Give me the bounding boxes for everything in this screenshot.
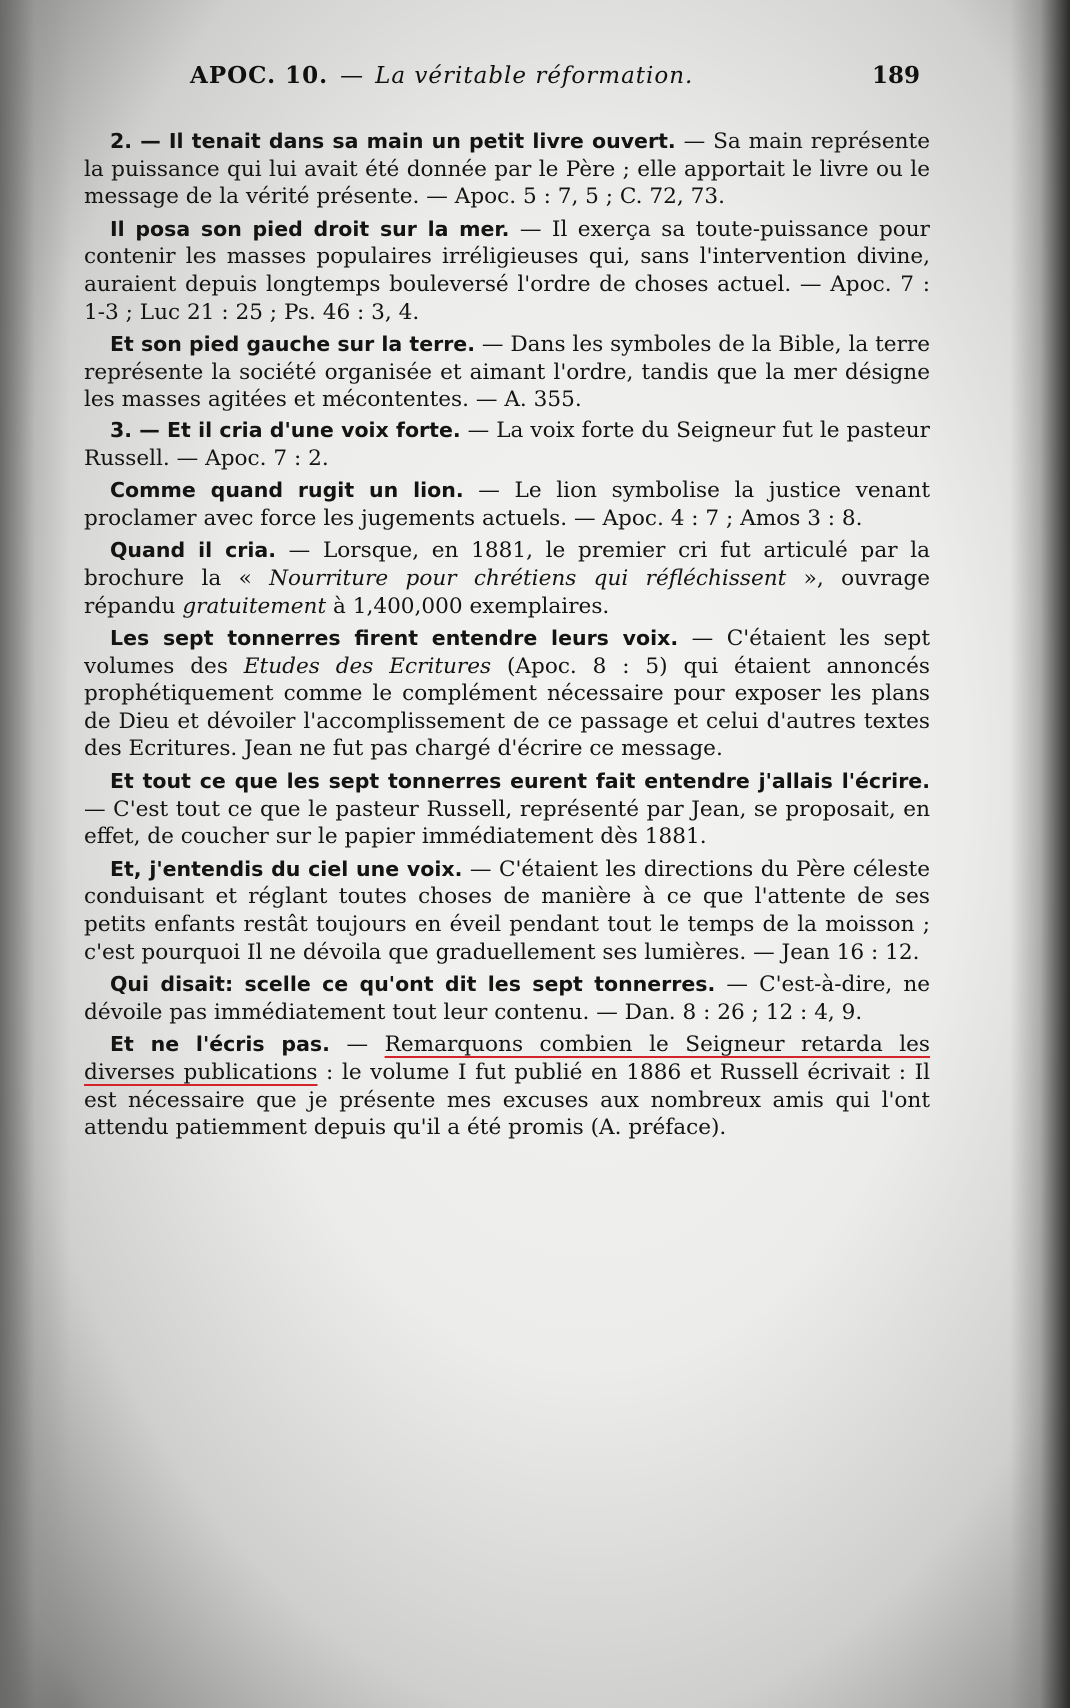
verse-lead: Comme quand rugit un lion. (110, 478, 464, 503)
commentary: — C'est-à-dire, ne dévoile pas immédiatement tout leur contenu. — Dan. 8 : 26 ; 12 : 4, 9. (84, 972, 931, 1025)
commentary: — Il exerça sa toute-puissance pour contenir les masses populaires irréligieuses qui, sans l'intervention divine, auraient depuis longtemps bouleversé l'ordre de choses actuel. — Apoc. 7 : 1-3 ; Luc 21 : 25 ; Ps. 46 : 3, 4. (84, 216, 930, 325)
italic-title: Nourriture pour chrétiens qui réfléchissent (269, 565, 787, 591)
paragraph (84, 768, 930, 851)
italic-word: gratuitement (182, 593, 327, 619)
commentary: : le volume I fut publié en 1886 et Russell écrivait : Il est nécessaire que je présente mes excuses aux nombreux amis qui l'ont attendu patiemment depuis qu'il a été promis (A. préface). (84, 1060, 930, 1141)
commentary: — C'étaient les directions du Père céleste conduisant et réglant toutes choses de manière à ce que l'attente de ses petits enfants restât toujours en éveil pendant tout le temps de la moisson ; c'est pourquoi Il ne dévoila que graduellement ses lumières. — Jean 16 : 12. (84, 856, 931, 965)
verse-lead: Il posa son pied droit sur la mer. (110, 216, 510, 241)
verse-lead: 2. — Il tenait dans sa main un petit livre ouvert. (110, 129, 676, 153)
verse-lead: Et tout ce que les sept tonnerres eurent fait entendre j'allais l'écrire. (110, 769, 930, 794)
header-title: APOC. 10. (190, 62, 329, 89)
paragraph (84, 216, 930, 326)
running-header (190, 62, 920, 89)
paragraph (84, 625, 930, 763)
commentary: — Dans les symboles de la Bible, la terre représente la société organisée et aimant l'ordre, tandis que la mer désigne les masses agitées et mécontentes. — A. 355. (84, 332, 930, 413)
verse-lead: Et, j'entendis du ciel une voix. (110, 856, 463, 881)
verse-lead: Qui disait: scelle ce qu'ont dit les sept tonnerres. (110, 972, 716, 997)
verse-lead: Les sept tonnerres firent entendre leurs voix. (110, 626, 679, 651)
verse-lead: Quand il cria. (110, 538, 276, 563)
paragraph (84, 856, 930, 966)
commentary: à 1,400,000 exemplaires. (326, 593, 610, 619)
page-shadow-right (1010, 0, 1070, 1708)
header-subtitle: La véritable réformation. (375, 63, 694, 89)
verse-lead: Et son pied gauche sur la terre. (110, 332, 476, 357)
commentary: — (329, 1032, 385, 1058)
paragraph (84, 128, 930, 211)
commentary: — C'est tout ce que le pasteur Russell, représenté par Jean, se proposait, en effet, de coucher sur le papier immédiatement dès 1881. (84, 796, 930, 850)
commentary: — C'étaient les sept volumes des (84, 626, 930, 679)
commentary: », ouvrage répandu (84, 565, 930, 619)
page-body (84, 128, 930, 1147)
italic-title: Etudes des Ecritures (243, 653, 492, 679)
paragraph (84, 1031, 930, 1141)
paragraph (84, 417, 930, 472)
commentary: — Le lion symbolise la justice venant proclamer avec force les jugements actuels. — Apoc. 4 : 7 ; Amos 3 : 8. (84, 478, 931, 531)
verse-lead: 3. — Et il cria d'une voix forte. (110, 417, 461, 442)
page-number: 189 (871, 62, 920, 89)
commentary: — Lorsque, en 1881, le premier cri fut articulé par la brochure la « (84, 538, 930, 591)
commentary: — Sa main représente la puissance qui lui avait été donnée par le Père ; elle apportait le livre ou le message de la vérité présente. — Apoc. 5 : 7, 5 ; C. 72, 73. (84, 129, 930, 210)
red-underlined-text: Remarquons combien le Seigneur retarda les diverses publications (84, 1032, 931, 1085)
paragraph (84, 331, 930, 414)
header-dash: — (340, 63, 364, 89)
commentary: — La voix forte du Seigneur fut le pasteur Russell. — Apoc. 7 : 2. (84, 417, 930, 471)
paragraph (84, 477, 930, 532)
commentary: (Apoc. 8 : 5) qui étaient annoncés prophétiquement comme le complément nécessaire pour exposer les plans de Dieu et dévoiler l'accomplissement de ce passage et celui d'autres textes des Ecritures. Jean ne fut pas chargé d'écrire ce message. (84, 653, 931, 762)
paragraph (84, 971, 930, 1026)
paragraph (84, 537, 930, 620)
verse-lead: Et ne l'écris pas. (110, 1032, 330, 1057)
page-shadow-left (0, 0, 70, 1708)
